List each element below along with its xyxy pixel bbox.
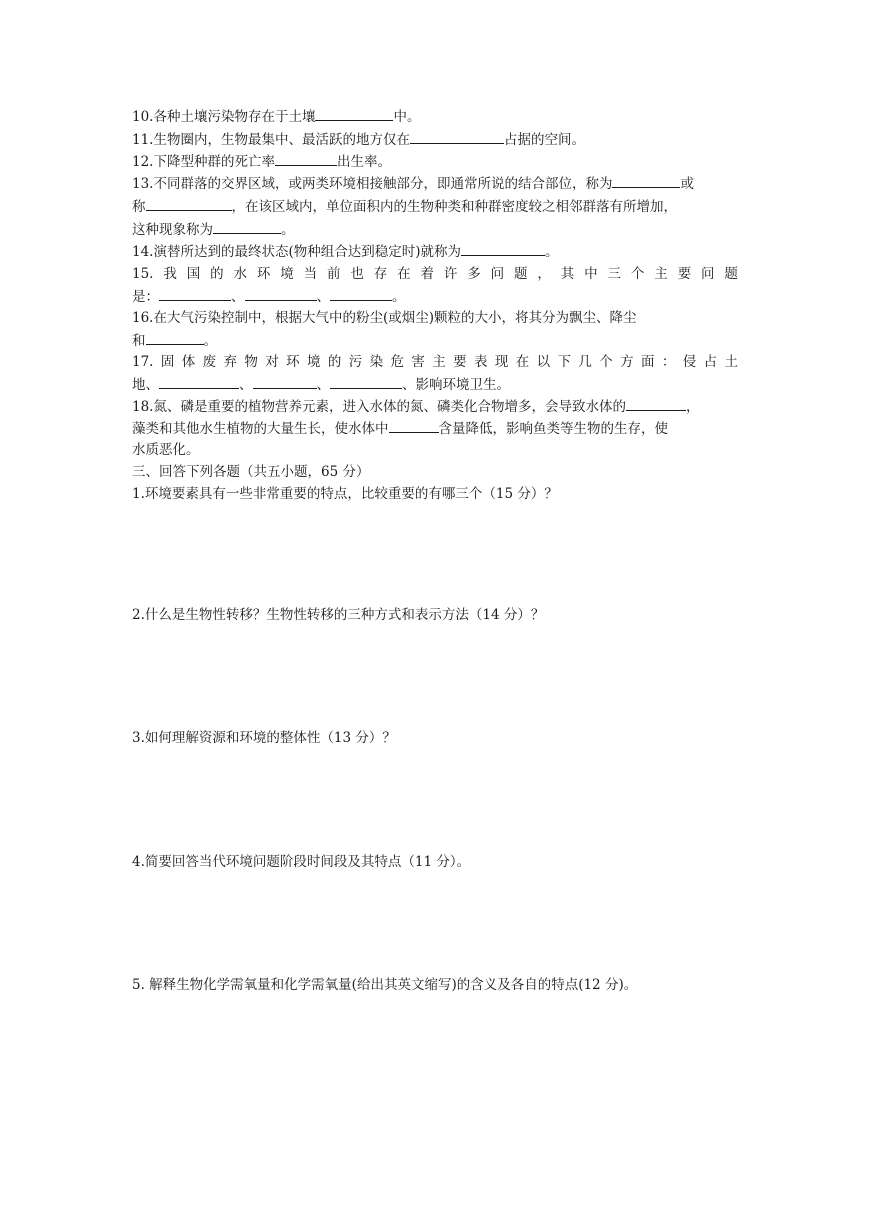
- question-11: [132, 129, 738, 150]
- question-15-char: 的: [210, 266, 224, 282]
- question-13-called: 称: [132, 199, 146, 215]
- answer-question-5: [132, 975, 738, 995]
- question-17-char: 下: [557, 354, 571, 370]
- answer-blank[interactable]: [461, 241, 545, 256]
- question-16-and: 和: [132, 333, 146, 349]
- answer-blank[interactable]: [410, 129, 504, 144]
- question-13-tail: 。: [281, 222, 295, 238]
- question-12-tail: 出生率。: [336, 154, 391, 170]
- question-13-line-3: [132, 219, 738, 240]
- answer-question-1: [132, 484, 738, 504]
- question-17-char: 危: [390, 354, 404, 370]
- answer-blank[interactable]: [389, 418, 439, 433]
- answer-question-4: [132, 852, 738, 872]
- question-18-text-2: 藻类和其他水生植物的大量生长，使水体中: [132, 421, 389, 437]
- question-18-comma: ，: [685, 399, 700, 415]
- question-15-char: 水: [233, 266, 247, 282]
- answer-blank[interactable]: [275, 151, 337, 166]
- question-18-line-3: [132, 440, 738, 460]
- question-15-char: 个: [630, 266, 645, 282]
- question-18-line-1: [132, 396, 738, 417]
- answer-question-3-text: 3.如何理解资源和环境的整体性（13 分）？: [132, 730, 396, 746]
- question-14-text: 14.演替所达到的最终状态(物种组合达到稳定时)就称为: [132, 244, 462, 260]
- question-17-char: 几: [578, 354, 592, 370]
- question-13-line-2: [132, 196, 738, 217]
- question-17-char: 体: [181, 354, 196, 370]
- question-17-char: 境: [306, 354, 321, 370]
- answer-blank[interactable]: [213, 219, 281, 234]
- answer-blank[interactable]: [159, 286, 231, 301]
- question-15-char: 境: [280, 266, 294, 282]
- question-13-line-1: [132, 173, 738, 194]
- question-17-char: 表: [473, 354, 488, 370]
- question-17-char: 以: [536, 354, 551, 370]
- question-13-text: 13.不同群落的交界区域，或两类环境相接触部分，即通常所说的结合部位，称为: [132, 176, 613, 192]
- question-16-text: 16.在大气污染控制中，根据大气中的粉尘(或烟尘)颗粒的大小，将其分为飘尘、降尘: [132, 310, 637, 326]
- question-15-line-1: [132, 264, 738, 284]
- answer-blank[interactable]: [612, 173, 680, 188]
- question-17-char: 弃: [223, 354, 237, 370]
- question-18-text: 18.氮、磷是重要的植物营养元素，进入水体的氮、磷类化合物增多，会导致水体的: [132, 399, 626, 415]
- answer-blank[interactable]: [315, 106, 393, 121]
- question-17-char: 占: [703, 354, 718, 370]
- question-15-char: 也: [350, 266, 364, 282]
- question-17-char: 废: [202, 354, 217, 370]
- question-17-char: 主: [432, 354, 446, 370]
- question-12: [132, 151, 738, 172]
- question-18-line-2: [132, 418, 738, 439]
- question-17-char: 现: [494, 354, 509, 370]
- question-17-char: 物: [244, 354, 258, 370]
- answer-question-2-text: 2.什么是生物性转移？生物性转移的三种方式和表示方法（14 分）？: [132, 607, 545, 623]
- question-17-char: 染: [369, 354, 384, 370]
- question-15-char: 要: [677, 266, 692, 282]
- answer-blank[interactable]: [146, 196, 232, 211]
- question-16-tail: 。: [203, 333, 217, 349]
- question-17-line-2: [132, 374, 738, 395]
- question-15-char: 中: [584, 266, 598, 282]
- answer-blank[interactable]: [330, 286, 392, 301]
- question-10-tail: 中。: [393, 109, 421, 125]
- question-15-char: 在: [397, 266, 411, 282]
- answer-blank[interactable]: [330, 374, 402, 389]
- question-15-char: 题: [724, 266, 738, 282]
- question-15-char: 环: [256, 266, 271, 282]
- section-3-title: 三、回答下列各题（共五小题，65 分）: [132, 464, 370, 480]
- separator: 、: [231, 289, 245, 305]
- question-15-is: 是：: [132, 289, 159, 305]
- question-13-or: 或: [680, 176, 694, 192]
- question-15-char: 其: [560, 266, 575, 282]
- answer-blank[interactable]: [146, 330, 204, 345]
- question-17-tail: 、影响环境卫生。: [402, 377, 510, 393]
- question-17-char: 污: [348, 354, 363, 370]
- question-17-char: 面: [640, 354, 655, 370]
- question-15-char: 国: [186, 266, 201, 282]
- question-15-char: 多: [467, 266, 481, 282]
- question-15-line-2: [132, 286, 738, 307]
- separator: 、: [239, 377, 253, 393]
- answer-question-1-text: 1.环境要素具有一些非常重要的特点，比较重要的有哪三个（15 分）？: [132, 486, 558, 502]
- answer-blank[interactable]: [253, 374, 317, 389]
- question-15-char: 存: [373, 266, 388, 282]
- question-17-char: 要: [453, 354, 467, 370]
- question-15-char: 前: [326, 266, 341, 282]
- separator: 、: [316, 289, 330, 305]
- answer-question-4-text: 4.简要回答当代环境问题阶段时间段及其特点（11 分）。: [132, 854, 471, 870]
- question-17-char: 在: [515, 354, 530, 370]
- question-14: [132, 241, 738, 262]
- question-10: [132, 106, 738, 127]
- question-15-tail: 。: [392, 289, 406, 305]
- question-16-line-2: [132, 330, 738, 351]
- question-17-char: 方: [620, 354, 634, 370]
- question-13-text-2: ，在该区域内，单位面积内的生物种类和种群密度较之相邻群落有所增加，: [231, 199, 677, 215]
- question-15-char: 当: [303, 266, 318, 282]
- answer-question-2: [132, 605, 738, 625]
- question-17-char: 固: [160, 354, 175, 370]
- question-11-tail: 占据的空间。: [503, 132, 585, 148]
- question-17-line-1: [132, 352, 738, 372]
- answer-question-5-text: 5. 解释生物化学需氧量和化学需氧量(给出其英文缩写)的含义及各自的特点(12 分)。: [132, 977, 638, 993]
- answer-blank[interactable]: [626, 396, 686, 411]
- question-17-char: 土: [724, 354, 738, 370]
- question-16-line-1: [132, 308, 738, 328]
- question-17-char: 对: [265, 354, 279, 370]
- question-17-land: 地、: [132, 377, 159, 393]
- question-15-char: 我: [163, 266, 177, 282]
- question-17-char: 环: [286, 354, 300, 370]
- answer-blank[interactable]: [159, 374, 239, 389]
- question-15-char: 问: [700, 266, 715, 282]
- question-11-text: 11.生物圈内，生物最集中、最活跃的地方仅在: [132, 132, 410, 148]
- question-17-char: 侵: [682, 354, 697, 370]
- question-15-char: 15.: [132, 266, 154, 282]
- question-18-tail: 水质恶化。: [132, 442, 200, 458]
- answer-question-3: [132, 728, 738, 748]
- question-17-char: ：: [661, 354, 676, 370]
- question-17-char: 害: [411, 354, 425, 370]
- question-15-char: ，: [537, 266, 551, 282]
- separator: 、: [316, 377, 330, 393]
- question-17-char: 的: [327, 354, 342, 370]
- question-15-char: 着: [420, 266, 434, 282]
- question-12-text: 12.下降型种群的死亡率: [132, 154, 275, 170]
- question-15-char: 题: [513, 266, 528, 282]
- question-15-char: 主: [654, 266, 668, 282]
- section-3-heading: [132, 462, 738, 482]
- question-17-char: 17.: [132, 354, 154, 370]
- question-15-char: 三: [607, 266, 621, 282]
- answer-blank[interactable]: [245, 286, 317, 301]
- question-10-text: 10.各种土壤污染物存在于土壤: [132, 109, 316, 125]
- question-13-text-3: 这种现象称为: [132, 222, 213, 238]
- question-15-char: 问: [490, 266, 505, 282]
- question-15-char: 许: [443, 266, 458, 282]
- question-17-char: 个: [599, 354, 613, 370]
- question-18-text-3: 含量降低，影响鱼类等生物的生存，使: [438, 421, 668, 437]
- question-14-tail: 。: [545, 244, 559, 260]
